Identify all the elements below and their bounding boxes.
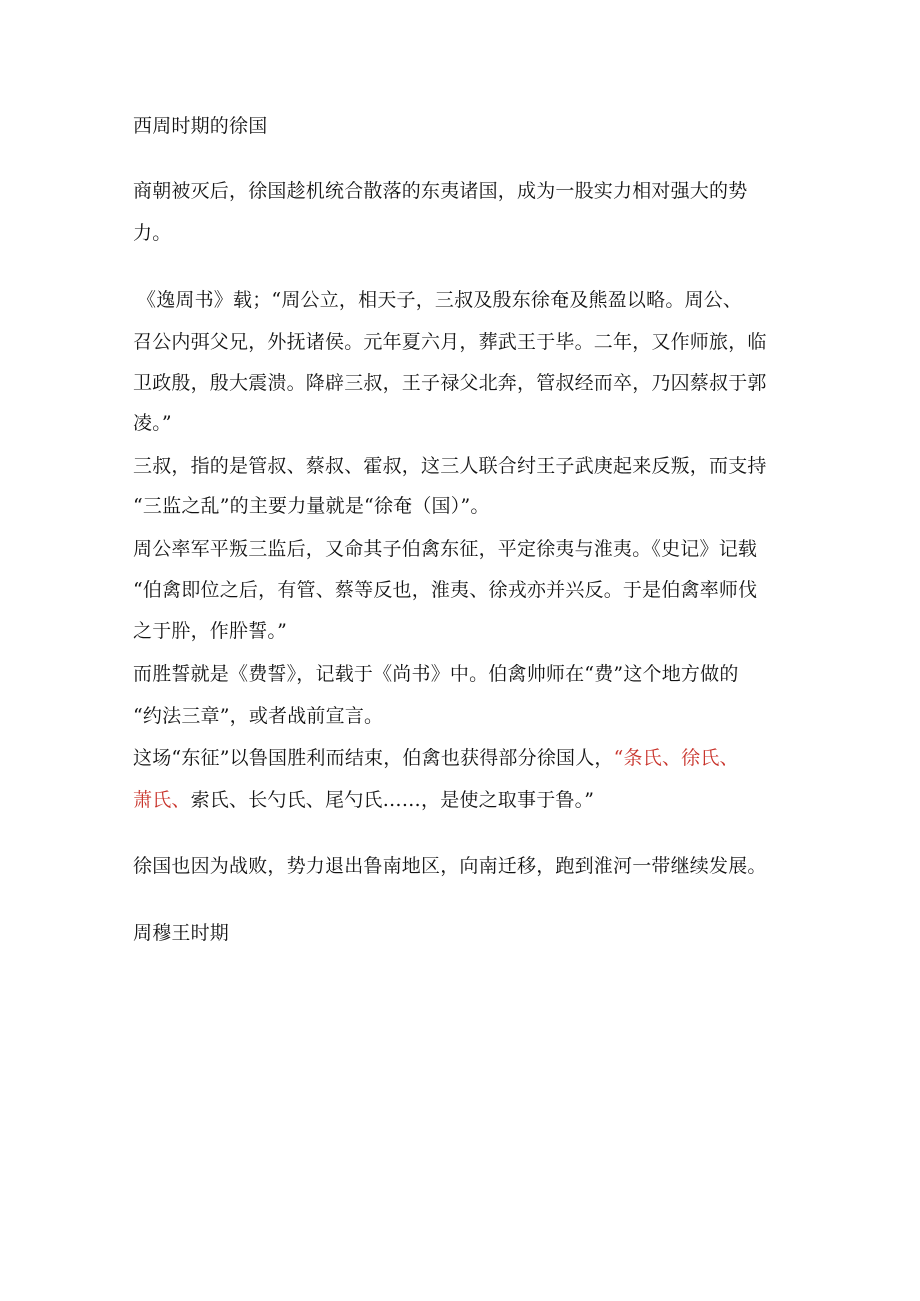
- paragraph-7: 徐国也因为战败，势力退出鲁南地区，向南迁移，跑到淮河一带继续发展。: [133, 855, 767, 877]
- paragraph-5-line-1: 而胜誓就是《费誓》，记载于《尚书》中。伯禽帅师在“费”这个地方做的: [133, 663, 739, 685]
- paragraph-6-line-1: [133, 745, 739, 771]
- paragraph-2-line-1: 《逸周书》载；“周公立，相天子，三叔及殷东徐奄及熊盈以略。周公、: [137, 289, 743, 311]
- paragraph-4-line-1: 周公率军平叛三监后，又命其子伯禽东征，平定徐夷与淮夷。《史记》记载: [133, 538, 758, 560]
- paragraph-6-plain-text-continued: 索氏、长勺氏、尾勺氏……，是使之取事于鲁。”: [190, 789, 595, 811]
- highlighted-clan-names-continued: 萧氏、: [133, 789, 191, 811]
- paragraph-4-line-3: 之于肸，作肸誓。”: [133, 620, 288, 642]
- paragraph-6-line-2: [133, 787, 594, 813]
- paragraph-6-plain-text: 这场“东征”以鲁国胜利而结束，伯禽也获得部分徐国人，: [133, 747, 614, 769]
- paragraph-2-line-4: 凌。”: [133, 412, 172, 434]
- paragraph-3-line-2: “三监之乱”的主要力量就是“徐奄（国）”。: [133, 495, 490, 517]
- paragraph-3-line-1: 三叔，指的是管叔、蔡叔、霍叔，这三人联合纣王子武庚起来反叛，而支持: [133, 455, 767, 477]
- paragraph-1-line-2: 力。: [133, 222, 172, 244]
- paragraph-4-line-2: “伯禽即位之后，有管、蔡等反也，淮夷、徐戎亦并兴反。于是伯禽率师伐: [133, 579, 758, 601]
- section-heading-king-mu: 周穆王时期: [133, 922, 230, 944]
- paragraph-2-line-2: 召公内弭父兄，外抚诸侯。元年夏六月，葬武王于毕。二年，又作师旅，临: [133, 331, 767, 353]
- section-heading-western-zhou: 西周时期的徐国: [133, 115, 268, 137]
- paragraph-2-line-3: 卫政殷，殷大震溃。降辟三叔，王子禄父北奔，管叔经而卒，乃囚蔡叔于郭: [133, 372, 767, 394]
- paragraph-5-line-2: “约法三章”，或者战前宣言。: [133, 705, 384, 727]
- paragraph-1-line-1: 商朝被灭后，徐国趁机统合散落的东夷诸国，成为一股实力相对强大的势: [133, 180, 748, 202]
- highlighted-clan-names: “条氏、徐氏、: [613, 747, 739, 769]
